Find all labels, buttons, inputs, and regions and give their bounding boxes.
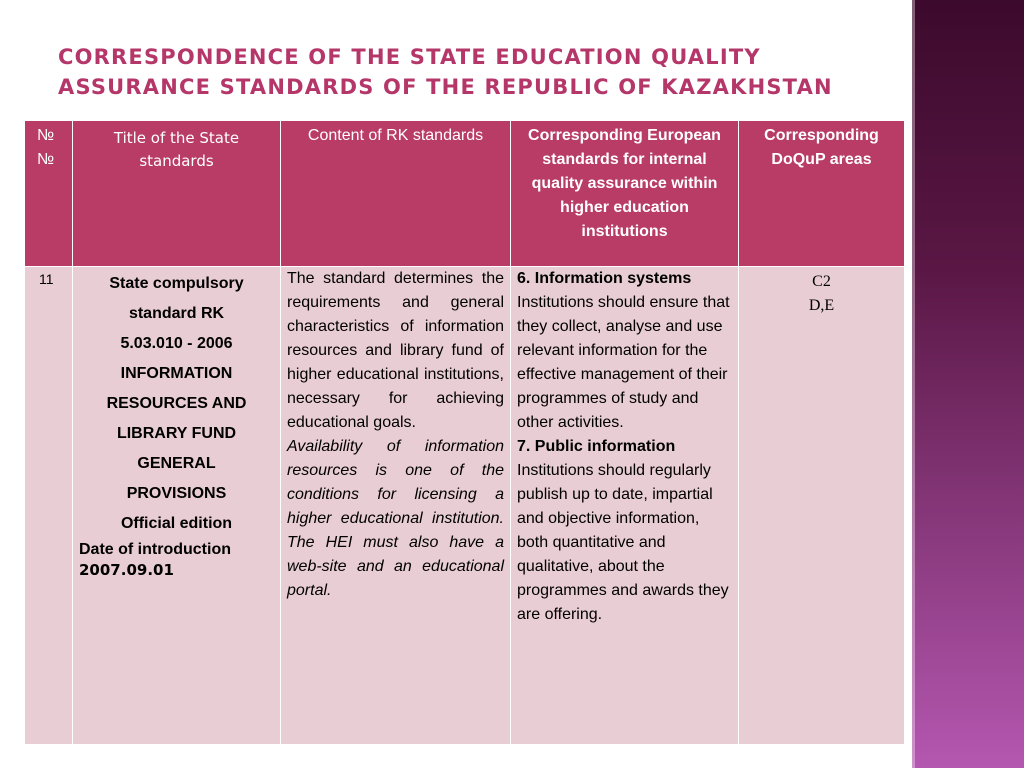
- header-standard-title: Title of the State standards: [73, 121, 281, 267]
- row-number: 11: [25, 267, 73, 745]
- rk-content-cell: [281, 267, 511, 745]
- slide-title: CORRESPONDENCE OF THE STATE EDUCATION QUALITY ASSURANCE STANDARDS OF THE REPUBLIC OF KAZAKHSTAN: [58, 45, 833, 99]
- standard-line: LIBRARY FUND: [116, 425, 237, 442]
- doqup-areas-cell: [739, 267, 905, 745]
- standard-line: Official edition: [120, 515, 233, 532]
- standard-line: standard RK: [128, 305, 225, 322]
- standard-line: RESOURCES AND: [106, 395, 247, 412]
- intro-date: 2007.09.01: [79, 561, 174, 579]
- euro-text-information-systems: Institutions should ensure that they collect, analyse and use relevant information for the effective management of their programmes of study and other activities.: [517, 294, 730, 431]
- euro-heading-public-information: 7. Public information: [517, 438, 676, 455]
- decorative-side-band: [912, 0, 1024, 768]
- content-text: The standard determines the requirements and general characteristics of information resources and library fund of higher educational institutions, necessary for achieving educational goals.: [287, 270, 504, 431]
- euro-heading-information-systems: 6. Information systems: [517, 270, 692, 287]
- euro-text-public-information: Institutions should regularly publish up to date, impartial and objective information, both quantitative and qualitative, about the programmes and awards they are offering.: [517, 462, 729, 623]
- header-number: № №: [25, 121, 73, 267]
- header-rk-content: Content of RK standards: [281, 121, 511, 267]
- european-standards-cell: [511, 267, 739, 745]
- standard-line: 5.03.010 - 2006: [120, 335, 233, 352]
- standard-line: INFORMATION: [120, 365, 233, 382]
- header-doqup-areas: Corresponding DoQuP areas: [739, 121, 905, 267]
- standards-table-container: [24, 120, 904, 745]
- header-european-standards: Corresponding European standards for internal quality assurance within higher education institutions: [511, 121, 739, 267]
- doqup-area: D,E: [808, 297, 835, 314]
- table-header-row: [25, 121, 905, 267]
- standard-title-cell: [73, 267, 281, 745]
- doqup-area: C2: [812, 273, 831, 290]
- standards-table: [24, 120, 905, 745]
- table-row: [25, 267, 905, 745]
- standard-line: State compulsory: [109, 275, 244, 292]
- content-italic-text: Availability of information resources is one of the conditions for licensing a higher educational institution. The HEI must also have a web-site and an educational portal.: [287, 438, 504, 599]
- intro-label: Date of introduction: [79, 541, 231, 558]
- standard-line: GENERAL: [137, 455, 216, 472]
- standard-line: PROVISIONS: [126, 485, 227, 502]
